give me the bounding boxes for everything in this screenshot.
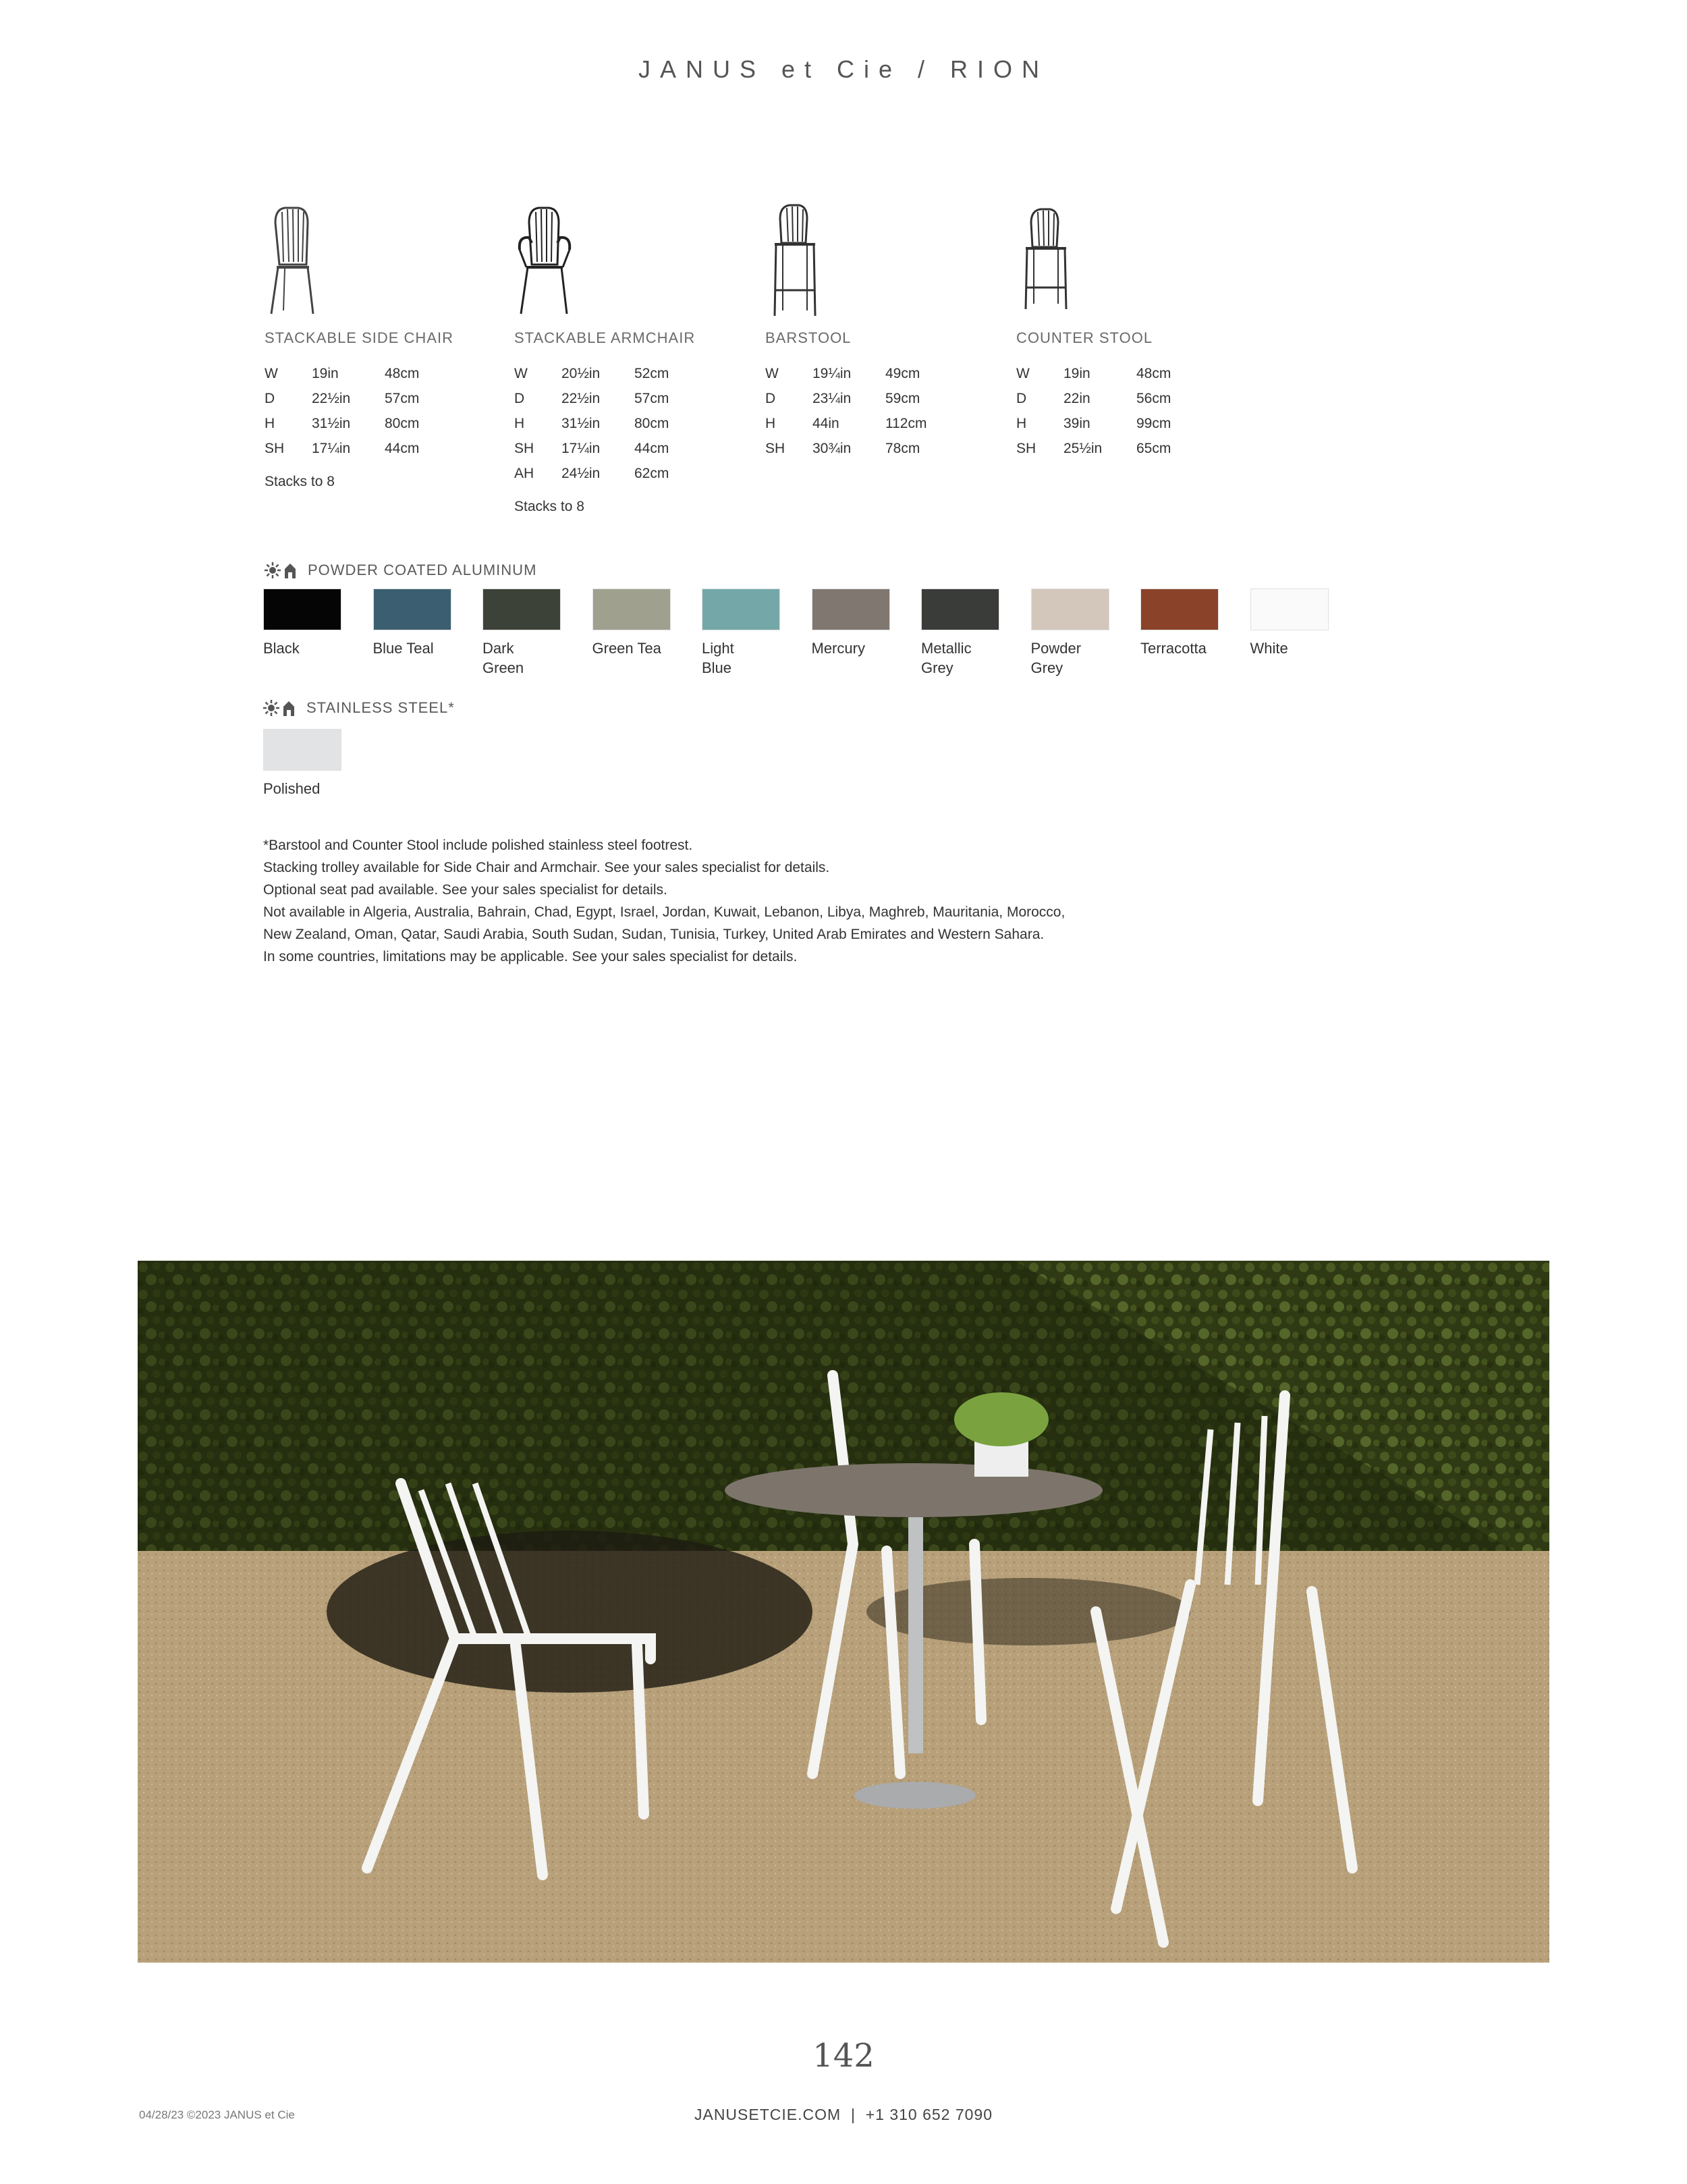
dimension-cm: 99cm <box>1136 416 1171 431</box>
dimension-cm: 57cm <box>385 391 420 406</box>
swatch-name: Light Blue <box>702 640 734 676</box>
dimension-label: D <box>765 391 776 406</box>
swatch-name: Dark Green <box>482 640 524 676</box>
dimension-cm: 56cm <box>1136 391 1171 406</box>
dimension-list <box>514 366 757 491</box>
dimension-cm: 78cm <box>885 441 920 456</box>
dimension-inches: 31½in <box>312 416 351 431</box>
dimension-label: D <box>1016 391 1027 406</box>
sun-shelter-icon <box>265 562 302 579</box>
note-line: *Barstool and Counter Stool include polished stainless steel footrest. <box>263 838 693 853</box>
dimension-row <box>265 416 507 441</box>
page-number: 142 <box>812 2037 875 2075</box>
swatch-chip <box>1140 589 1219 630</box>
dimension-inches: 20½in <box>561 366 601 381</box>
product-name: COUNTER STOOL <box>1016 329 1153 346</box>
dimension-inches: 23¼in <box>812 391 852 406</box>
dimension-label: W <box>1016 366 1030 381</box>
product-note: Stacks to 8 <box>265 474 335 489</box>
dimension-cm: 59cm <box>885 391 920 406</box>
dimension-inches: 24½in <box>561 466 601 481</box>
swatch-name: White <box>1250 640 1288 657</box>
swatch-chip <box>702 589 780 630</box>
swatch-name: Blue Teal <box>372 640 434 657</box>
dimension-inches: 19in <box>312 366 339 381</box>
dimension-row <box>1016 391 1259 416</box>
dimension-row <box>514 391 757 416</box>
swatch-chip <box>1031 589 1109 630</box>
footer-date-copyright: 04/28/23 ©2023 JANUS et Cie <box>139 2108 295 2121</box>
swatch-polished <box>263 729 344 798</box>
dimension-row <box>514 366 757 391</box>
note-line: Optional seat pad available. See your sales specialist for details. <box>263 882 667 898</box>
dimension-list <box>765 366 1008 466</box>
sun-shelter-icon <box>263 699 301 717</box>
dimension-row <box>514 466 757 491</box>
swatch-chip <box>373 589 451 630</box>
dimension-inches: 39in <box>1063 416 1090 431</box>
dimension-inches: 17¼in <box>561 441 601 456</box>
swatch-terracotta <box>1140 589 1221 658</box>
swatch-light-blue <box>702 589 783 678</box>
lifestyle-photo <box>138 1261 1549 1963</box>
swatch-name: Powder Grey <box>1030 640 1082 676</box>
dimension-inches: 30¾in <box>812 441 852 456</box>
dimension-label: SH <box>765 441 785 456</box>
dimension-label: SH <box>514 441 534 456</box>
swatch-dark-green <box>482 589 563 678</box>
dimension-label: W <box>265 366 278 381</box>
swatch-powder-grey <box>1031 589 1112 678</box>
product-name: BARSTOOL <box>765 329 852 346</box>
dimension-cm: 80cm <box>385 416 420 431</box>
dimension-cm: 52cm <box>634 366 669 381</box>
dimension-row <box>1016 366 1259 391</box>
dimension-label: SH <box>265 441 285 456</box>
swatch-blue-teal <box>373 589 454 658</box>
dimension-inches: 22in <box>1063 391 1090 406</box>
dimension-row <box>765 441 1008 466</box>
swatch-name: Black <box>263 640 300 657</box>
dimension-inches: 22½in <box>312 391 351 406</box>
dimension-cm: 80cm <box>634 416 669 431</box>
page-header: JANUS et Cie / RION <box>638 55 1049 83</box>
product-name: STACKABLE SIDE CHAIR <box>265 329 453 346</box>
dimension-row <box>265 391 507 416</box>
dimension-row <box>765 416 1008 441</box>
dimension-inches: 31½in <box>561 416 601 431</box>
dimension-row <box>1016 441 1259 466</box>
dimension-label: W <box>765 366 779 381</box>
product-notes <box>263 834 1478 968</box>
dimension-row <box>514 416 757 441</box>
product-name: STACKABLE ARMCHAIR <box>514 329 696 346</box>
dimension-cm: 49cm <box>885 366 920 381</box>
powder-coat-label: POWDER COATED ALUMINUM <box>308 562 537 578</box>
dimension-label: AH <box>514 466 534 481</box>
swatch-chip <box>921 589 999 630</box>
dimension-cm: 65cm <box>1136 441 1171 456</box>
note-line: In some countries, limitations may be applicable. See your sales specialist for details. <box>263 949 798 964</box>
powder-coat-heading <box>265 562 536 579</box>
dimension-label: H <box>265 416 275 431</box>
swatch-chip <box>592 589 671 630</box>
dimension-row <box>265 366 507 391</box>
product-column <box>1016 202 1259 466</box>
swatch-green-tea <box>592 589 673 658</box>
dimension-label: D <box>265 391 275 406</box>
note-line: Not available in Algeria, Australia, Bahrain, Chad, Egypt, Israel, Jordan, Kuwait, Lebanon, Libya, Maghreb, Mauritania, Morocco, <box>263 904 1066 920</box>
dimension-label: H <box>765 416 776 431</box>
note-line: New Zealand, Oman, Qatar, Saudi Arabia, South Sudan, Sudan, Tunisia, Turkey, United Arab Emirates and Western Sahara. <box>263 927 1045 942</box>
dimension-list <box>1016 366 1259 466</box>
dimension-inches: 19in <box>1063 366 1090 381</box>
product-note: Stacks to 8 <box>514 499 584 514</box>
dimension-cm: 112cm <box>885 416 927 431</box>
dimension-inches: 22½in <box>561 391 601 406</box>
swatch-metallic-grey <box>921 589 1002 678</box>
dimension-label: H <box>514 416 525 431</box>
dimension-cm: 62cm <box>634 466 669 481</box>
dimension-inches: 44in <box>812 416 839 431</box>
dimension-cm: 48cm <box>385 366 420 381</box>
dimension-list <box>265 366 507 466</box>
dimension-inches: 25½in <box>1063 441 1103 456</box>
swatch-mercury <box>812 589 893 658</box>
dimension-label: SH <box>1016 441 1036 456</box>
counter-stool-icon <box>1016 202 1077 317</box>
swatch-name: Mercury <box>811 640 865 657</box>
swatch-chip <box>1250 589 1329 630</box>
swatch-chip <box>812 589 890 630</box>
dimension-row <box>265 441 507 466</box>
dimension-cm: 48cm <box>1136 366 1171 381</box>
dimension-row <box>1016 416 1259 441</box>
stainless-steel-heading <box>263 699 455 717</box>
swatch-black <box>263 589 344 658</box>
dimension-row <box>765 366 1008 391</box>
product-column <box>765 202 1008 466</box>
swatch-chip <box>482 589 561 630</box>
dimension-inches: 19¼in <box>812 366 852 381</box>
footer-contact: JANUSETCIE.COM | +1 310 652 7090 <box>694 2106 993 2123</box>
swatch-name: Green Tea <box>592 640 661 657</box>
dimension-label: H <box>1016 416 1027 431</box>
swatch-chip <box>263 589 341 630</box>
note-line: Stacking trolley available for Side Chair and Armchair. See your sales specialist for details. <box>263 860 830 875</box>
dimension-label: D <box>514 391 525 406</box>
swatch-name: Metallic Grey <box>921 640 972 676</box>
barstool-icon <box>765 202 826 317</box>
patio-scene-image <box>138 1261 1549 1963</box>
swatch-name: Terracotta <box>1140 640 1207 657</box>
swatch-name: Polished <box>263 780 321 797</box>
swatch-chip <box>263 729 341 771</box>
product-column <box>265 202 507 490</box>
stainless-steel-label: STAINLESS STEEL* <box>306 699 455 716</box>
dimension-cm: 44cm <box>385 441 420 456</box>
dimension-label: W <box>514 366 528 381</box>
dimension-cm: 57cm <box>634 391 669 406</box>
dimension-inches: 17¼in <box>312 441 351 456</box>
dimension-row <box>765 391 1008 416</box>
swatch-white <box>1250 589 1331 658</box>
dimension-cm: 44cm <box>634 441 669 456</box>
side-chair-icon <box>265 202 325 317</box>
armchair-icon <box>514 202 575 317</box>
dimension-row <box>514 441 757 466</box>
product-column <box>514 202 757 515</box>
